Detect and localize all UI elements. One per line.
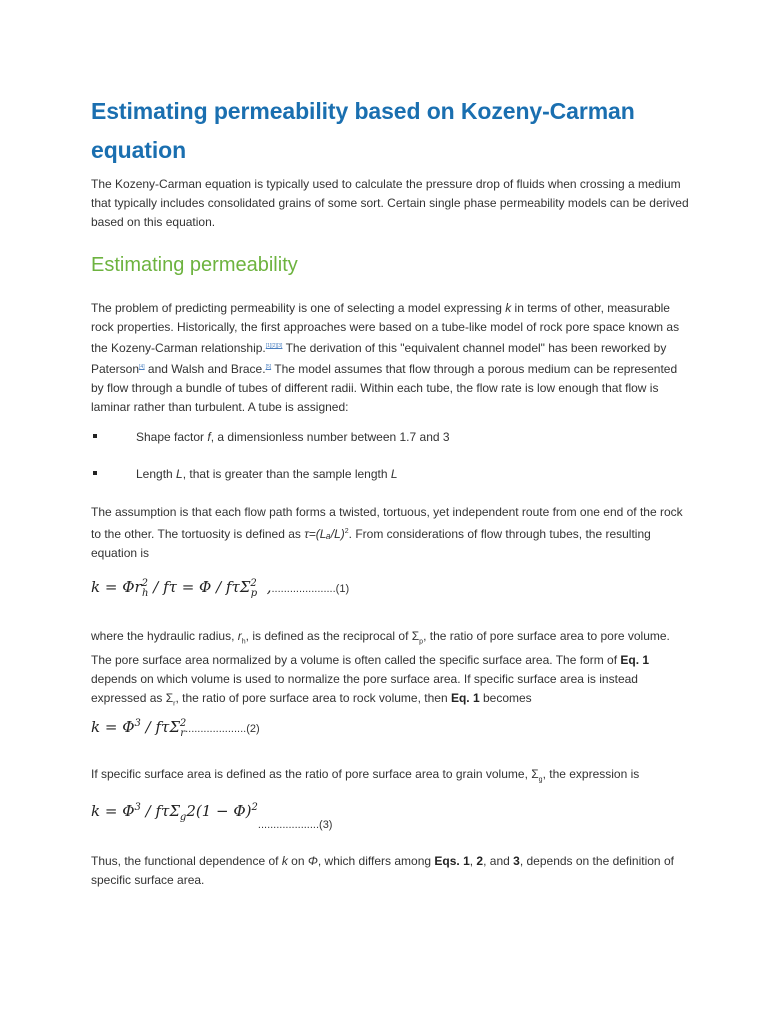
tube-properties-list	[91, 428, 691, 502]
page-title: Estimating permeability based on Kozeny-Carman equation	[91, 98, 635, 163]
equation-2: $k = \Phi^3$ ∕ fτΣ$^2_r$....................(2)	[91, 718, 260, 739]
section-heading: Estimating permeability	[91, 254, 298, 276]
paragraph-hydraulic-radius: where the hydraulic radius, $r_h$, is defined as the reciprocal of $\Sigma_p$, the ratio of pore surface area to pore volume. The pore surface area normalized by a volume is often called the specific surface area. The form of Eq. 1 depends on which volume is used to normalize the pore surface area. If specific surface area is instead expressed as $\Sigma_r$, the ratio of pore surface area to rock volume, then Eq. 1 becomes	[91, 629, 670, 708]
citation-link[interactable]: [5]	[265, 364, 272, 370]
paragraph-tortuosity: The assumption is that each flow path forms a twisted, tortuous, yet independent route from one end of the rock to the other. The tortuosity is defined as $\tau=(L_a/L)^2$. From considerations of flow through tubes, the resulting equation is	[91, 505, 683, 560]
citation-link[interactable]: [4]	[139, 364, 145, 370]
citation-link[interactable]: [1][2][3]	[265, 343, 283, 349]
equation-3: $k = \Phi^3$ ∕ $f\tau\Sigma_g2(1 - \Phi)^2_{....................(3)}$	[91, 802, 333, 831]
bullet-icon	[93, 471, 97, 475]
bullet-icon	[93, 434, 97, 438]
paragraph-conclusion: Thus, the functional dependence of k on Φ, which differs among Eqs. 1, 2, and 3, depends on the definition of specific surface area.	[91, 854, 674, 887]
paragraph-model: The problem of predicting permeability is one of selecting a model expressing k in terms of other, measurable rock properties. Historically, the first approaches were based on a tube-like model of rock pore space known as the Kozeny-Carman relationship.[1][2][3] The derivation of this "equivalent channel model" has been reworked by Paterson[4] and Walsh and Brace.[5] The model assumes that flow through a porous medium can be represented by flow through a bundle of tubes of different radii. Within each tube, the flow rate is low enough that flow is laminar rather than turbulent. A tube is assigned:	[91, 301, 680, 414]
equation-1: $k = \Phi r^2_h$ ∕ fτ = Φ ∕ fτΣ$^2_p$ ,.....................(1)	[91, 578, 350, 599]
intro-paragraph: The Kozeny-Carman equation is typically used to calculate the pressure drop of fluids when crossing a medium that typically includes consolidated grains of some sort. Certain single phase permeability models can be derived based on this equation.	[91, 177, 689, 229]
list-item: Length L, that is greater than the sample length L	[91, 465, 691, 502]
list-item: Shape factor f, a dimensionless number between 1.7 and 3	[91, 428, 691, 465]
paragraph-grain-volume: If specific surface area is defined as the ratio of pore surface area to grain volume, $\Sigma_g$, the expression is	[91, 767, 640, 784]
